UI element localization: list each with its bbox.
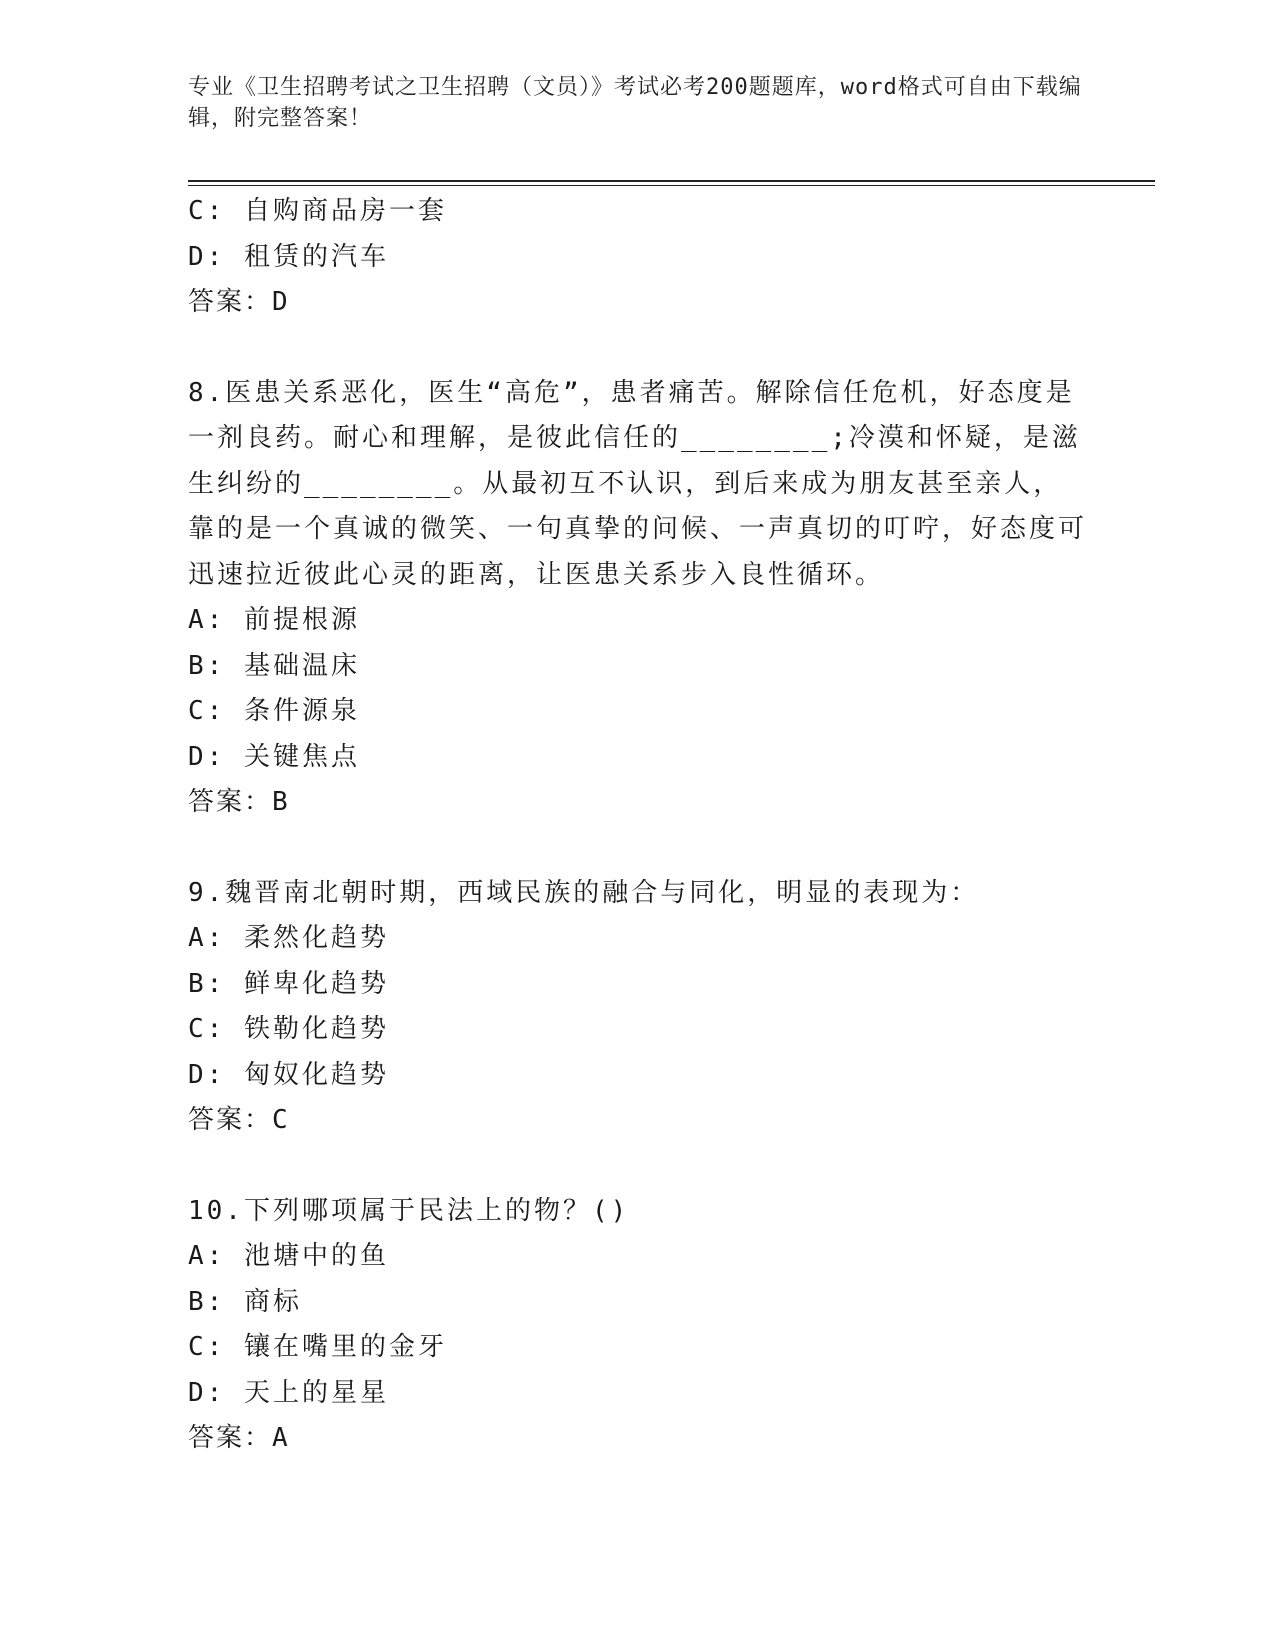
question-text: 9.魏晋南北朝时期，西域民族的融合与同化，明显的表现为：: [188, 877, 980, 908]
answer-line: [188, 1098, 1088, 1144]
answer-line: [188, 280, 1088, 326]
answer-line: [188, 1416, 1088, 1462]
header-rule-thick: [188, 180, 1155, 182]
option-c: C: 镶在嘴里的金牙: [188, 1332, 447, 1362]
question-10: [188, 1189, 1088, 1462]
option-c: C: 铁勒化趋势: [188, 1014, 389, 1044]
option-d: D: 租赁的汽车: [188, 241, 389, 272]
header-rule-thin: [188, 185, 1155, 186]
option-c: C: 自购商品房一套: [188, 196, 447, 226]
option-a: A: 柔然化趋势: [188, 923, 389, 953]
answer-label: 答案：: [188, 1423, 273, 1453]
option-d: D: 匈奴化趋势: [188, 1059, 389, 1090]
question-text: 10.下列哪项属于民法上的物？(): [188, 1195, 630, 1226]
option-b: B: 商标: [188, 1286, 302, 1317]
answer-line: [188, 780, 1088, 826]
document-header: 专业《卫生招聘考试之卫生招聘（文员）》考试必考200题题库，word格式可自由下载编辑，附完整答案！: [188, 75, 1082, 131]
option-b: B: 基础温床: [188, 650, 360, 681]
option-a: A: 池塘中的鱼: [188, 1241, 389, 1271]
option-d: D: 天上的星星: [188, 1377, 389, 1408]
previous-question-tail: [188, 189, 1088, 326]
answer-label: 答案：: [188, 1105, 273, 1135]
answer-label: 答案：: [188, 287, 273, 317]
option-d: D: 关键焦点: [188, 741, 360, 772]
option-b: B: 鲜卑化趋势: [188, 968, 389, 999]
answer-label: 答案：: [188, 787, 273, 817]
question-8: [188, 371, 1088, 826]
answer-value: B: [272, 787, 290, 817]
option-c: C: 条件源泉: [188, 696, 360, 726]
question-text: 8.医患关系恶化，医生“高危”，患者痛苦。解除信任危机，好态度是一剂良药。耐心和理解，是彼此信任的________;冷漠和怀疑，是滋生纠纷的________。从最初互不认识，到后来成为朋友甚至亲人，靠的是一个真诚的微笑、一句真挚的问候、一声真切的叮咛，好态度可迅速拉近彼此心灵的距离，让医患关系步入良性循环。: [188, 377, 1088, 590]
answer-value: A: [272, 1423, 290, 1453]
answer-value: D: [272, 287, 290, 317]
question-list: [188, 189, 1088, 1462]
answer-value: C: [272, 1105, 290, 1135]
option-a: A: 前提根源: [188, 605, 360, 635]
question-9: [188, 871, 1088, 1144]
